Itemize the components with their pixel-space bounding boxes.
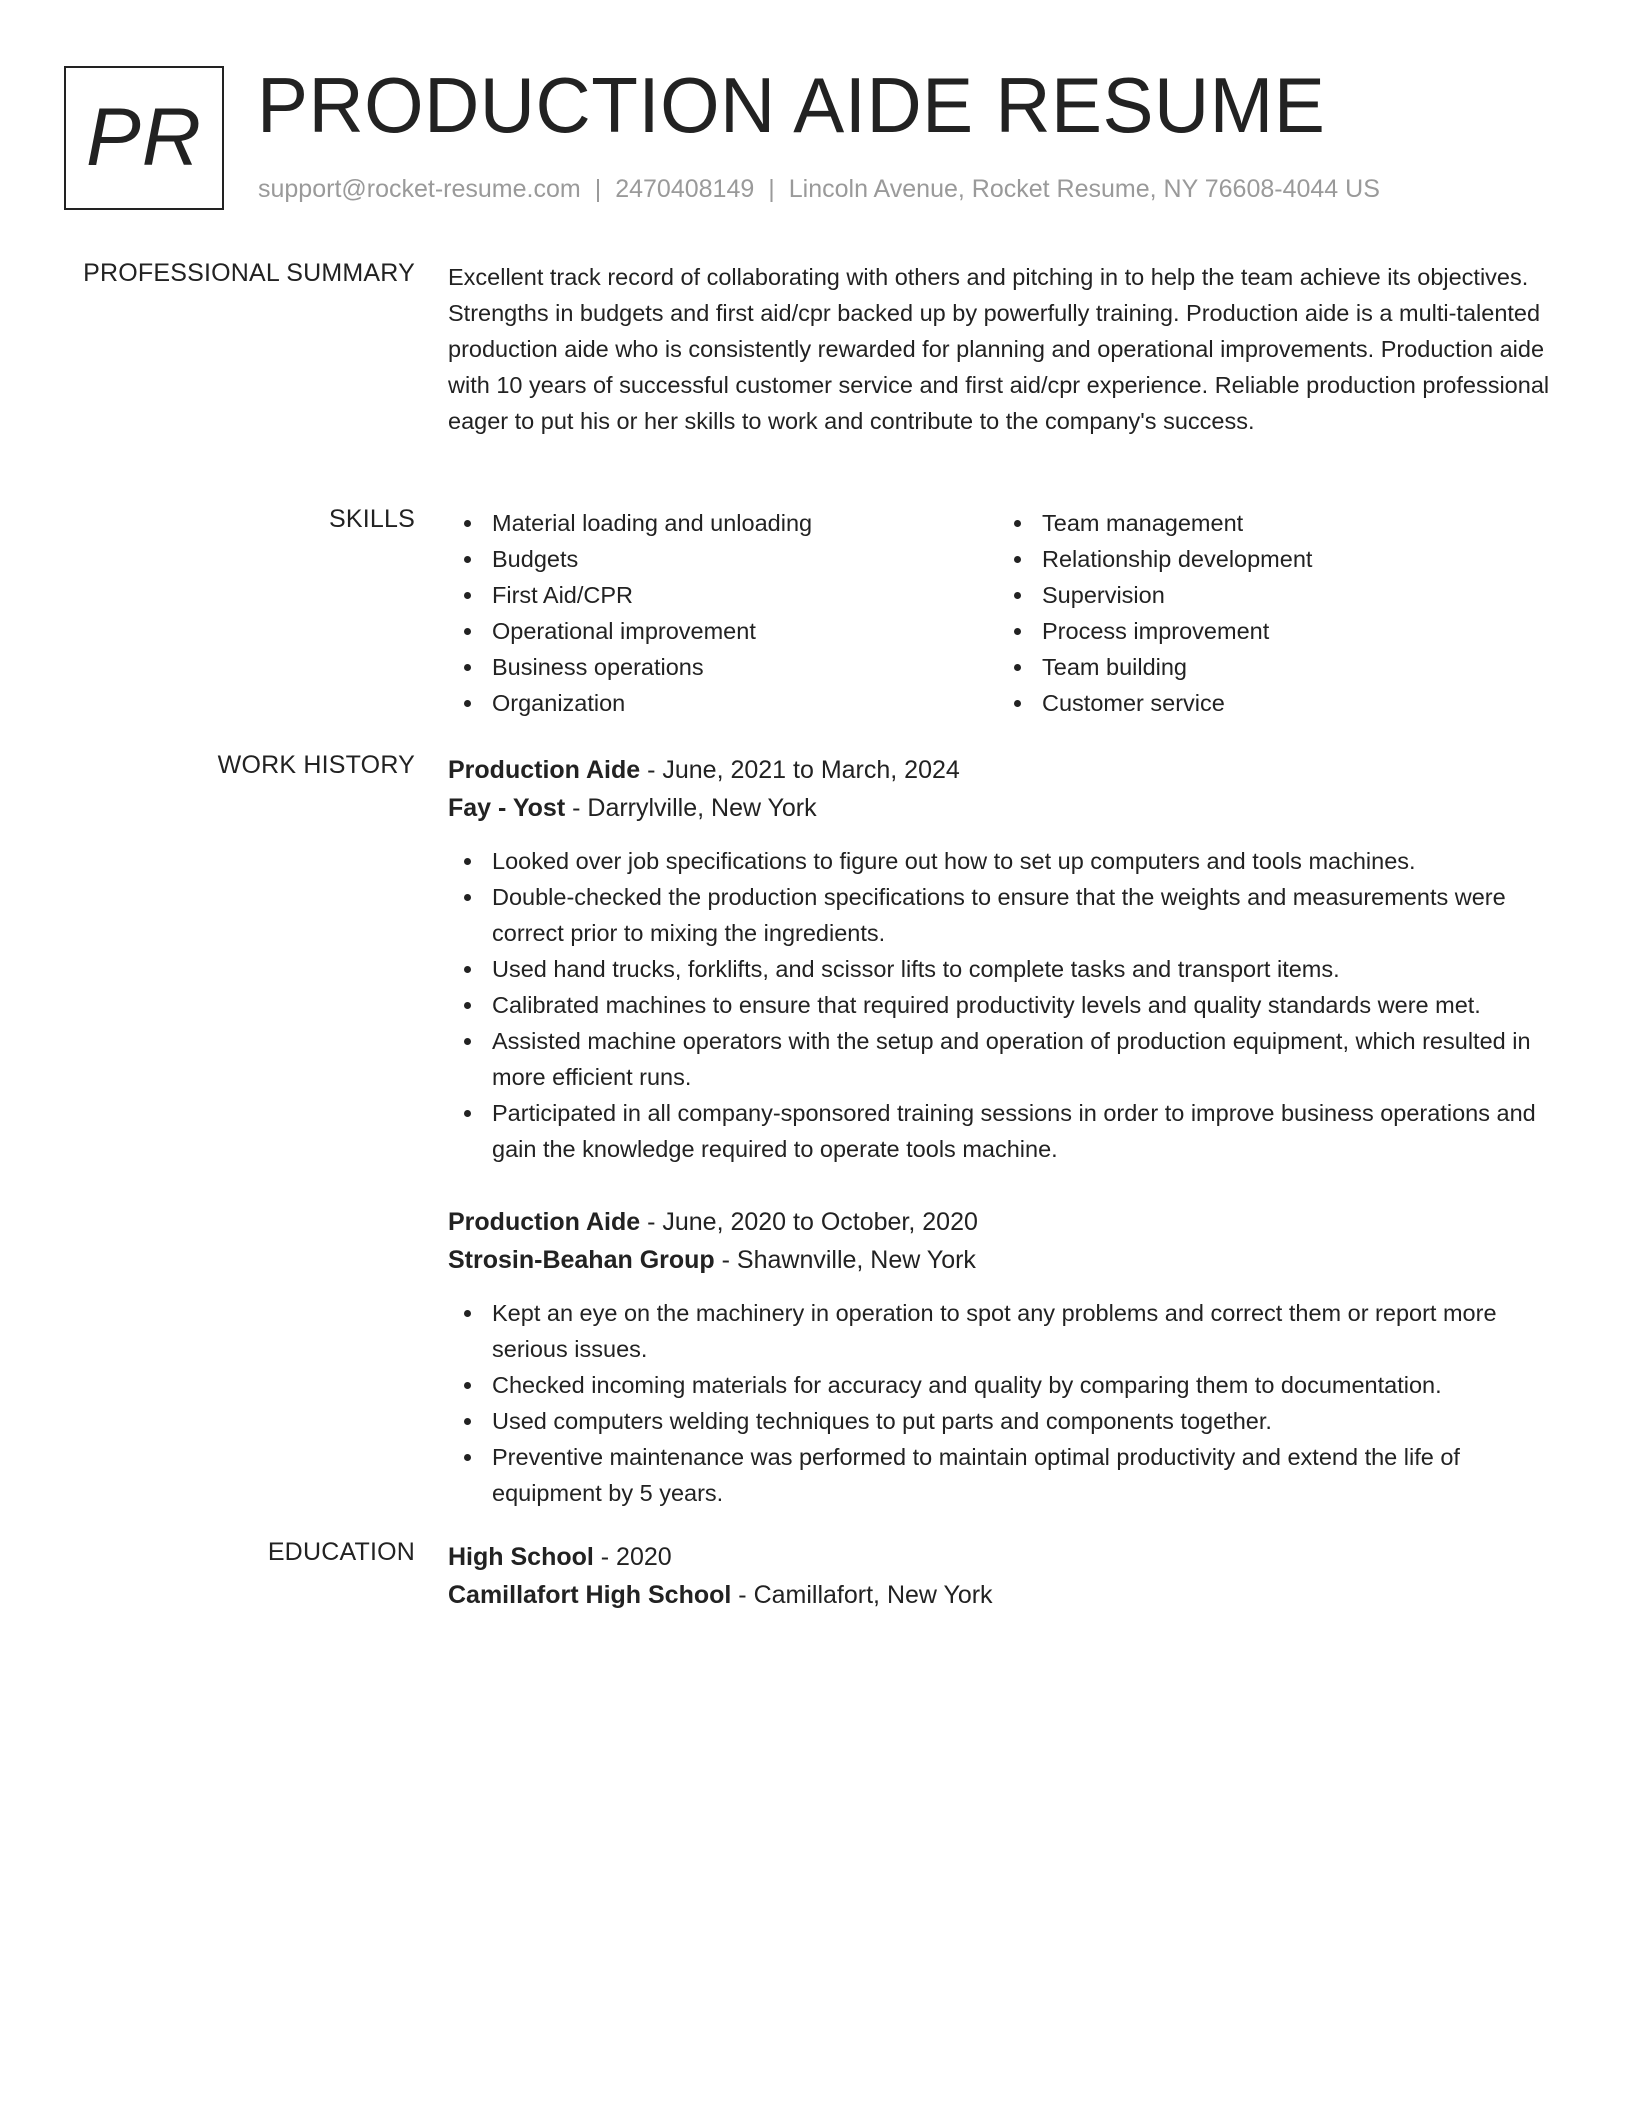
- job-title-line: [448, 751, 1564, 789]
- skill-item: Budgets: [448, 541, 998, 577]
- education-school: Camillafort High School: [448, 1581, 732, 1609]
- job-dates: - June, 2021 to March, 2024: [640, 756, 960, 784]
- education-degree-line: [448, 1538, 1564, 1576]
- job-title-line: [448, 1203, 1564, 1241]
- education-heading: EDUCATION: [267, 1538, 415, 1566]
- resume-title: PRODUCTION AIDE RESUME: [257, 61, 1326, 149]
- contact-separator: |: [768, 175, 775, 203]
- education-year: - 2020: [593, 1543, 672, 1571]
- job-bullet: Used computers welding techniques to put parts and components together.: [448, 1403, 1564, 1439]
- job-location: - Shawnville, New York: [714, 1246, 976, 1274]
- job-entry: [448, 1203, 1564, 1511]
- contact-line: [258, 175, 1380, 204]
- skill-item: Team building: [998, 649, 1548, 685]
- work-history-heading: WORK HISTORY: [217, 751, 415, 779]
- skill-item: Operational improvement: [448, 613, 998, 649]
- job-bullet: Calibrated machines to ensure that required productivity levels and quality standards were met.: [448, 987, 1564, 1023]
- job-bullet: Assisted machine operators with the setup and operation of production equipment, which resulted in more efficient runs.: [448, 1023, 1564, 1095]
- skill-item: Material loading and unloading: [448, 505, 998, 541]
- job-company-line: [448, 789, 1564, 827]
- job-bullet: Checked incoming materials for accuracy and quality by comparing them to documentation.: [448, 1367, 1564, 1403]
- skills-heading: SKILLS: [329, 505, 415, 533]
- job-bullets: [448, 1295, 1564, 1511]
- job-company: Fay - Yost: [448, 794, 566, 822]
- summary-heading: PROFESSIONAL SUMMARY: [83, 259, 415, 287]
- skill-item: Supervision: [998, 577, 1548, 613]
- resume-header: [64, 61, 1564, 210]
- job-location: - Darrylville, New York: [565, 794, 817, 822]
- summary-text: Excellent track record of collaborating with others and pitching in to help the team achieve its objectives. Strengths in budgets and first aid/cpr backed up by powerfully training. Production aide is a multi-talented production aide who is consistently rewarded for planning and operational improvements. Production aide with 10 years of successful customer service and first aid/cpr experience. Reliable production professional eager to put his or her skills to work and contribute to the company's success.: [448, 264, 1550, 434]
- job-bullet: Double-checked the production specifications to ensure that the weights and measurements were correct prior to mixing the ingredients.: [448, 879, 1564, 951]
- education-degree: High School: [448, 1543, 594, 1571]
- job-bullet: Preventive maintenance was performed to maintain optimal productivity and extend the life of equipment by 5 years.: [448, 1439, 1564, 1511]
- contact-phone: 2470408149: [615, 175, 755, 203]
- contact-address: Lincoln Avenue, Rocket Resume, NY 76608-4044 US: [788, 175, 1380, 203]
- job-title: Production Aide: [448, 756, 641, 784]
- job-bullet: Used hand trucks, forklifts, and scissor lifts to complete tasks and transport items.: [448, 951, 1564, 987]
- education-school-line: [448, 1576, 1564, 1614]
- skill-item: Customer service: [998, 685, 1548, 721]
- job-bullet: Kept an eye on the machinery in operation to spot any problems and correct them or report more serious issues.: [448, 1295, 1564, 1367]
- skill-item: First Aid/CPR: [448, 577, 998, 613]
- skills-list-left: [448, 505, 998, 721]
- job-bullet: Looked over job specifications to figure out how to set up computers and tools machines.: [448, 843, 1564, 879]
- job-company: Strosin-Beahan Group: [448, 1246, 715, 1274]
- contact-separator: |: [594, 175, 602, 203]
- skill-item: Team management: [998, 505, 1548, 541]
- job-bullet: Participated in all company-sponsored training sessions in order to improve business operations and gain the knowledge required to operate tools machine.: [448, 1095, 1564, 1167]
- education-location: - Camillafort, New York: [731, 1581, 993, 1609]
- skill-item: Organization: [448, 685, 998, 721]
- job-company-line: [448, 1241, 1564, 1279]
- job-bullets: [448, 843, 1564, 1167]
- job-dates: - June, 2020 to October, 2020: [640, 1208, 978, 1236]
- job-entry: [448, 751, 1564, 1167]
- job-title: Production Aide: [448, 1208, 641, 1236]
- skill-item: Relationship development: [998, 541, 1548, 577]
- contact-email: support@rocket-resume.com: [258, 175, 581, 203]
- monogram-badge: PR: [64, 66, 224, 210]
- skill-item: Process improvement: [998, 613, 1548, 649]
- skills-list-right: [998, 505, 1548, 721]
- skill-item: Business operations: [448, 649, 998, 685]
